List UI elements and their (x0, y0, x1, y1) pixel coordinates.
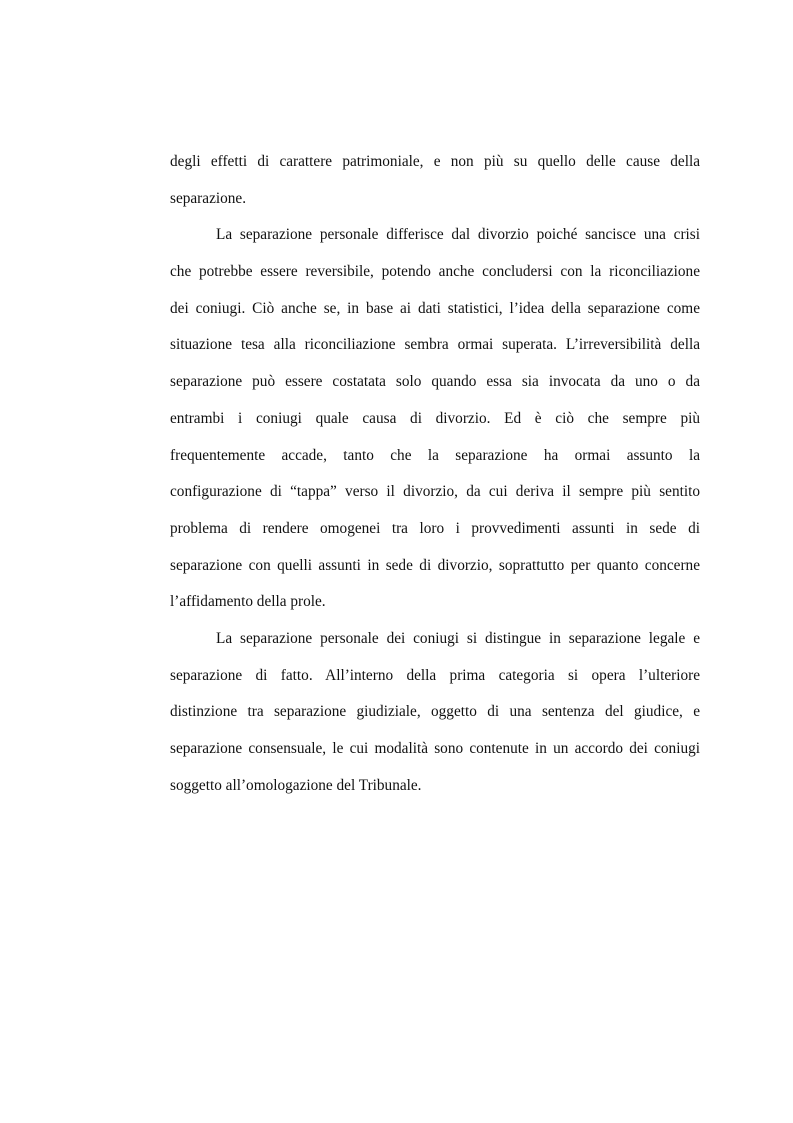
text-line: separazione di fatto. All’interno della prima categoria si opera l’ulteriore (170, 666, 700, 684)
text-line: dei coniugi. Ciò anche se, in base ai dati statistici, l’idea della separazione come (170, 299, 700, 317)
text-line: frequentemente accade, tanto che la separazione ha ormai assunto la (170, 446, 700, 464)
text-line: La separazione personale dei coniugi si distingue in separazione legale e (216, 629, 700, 647)
text-line: distinzione tra separazione giudiziale, oggetto di una sentenza del giudice, e (170, 703, 700, 721)
text-line: situazione tesa alla riconciliazione sembra ormai superata. L’irreversibilità della (170, 336, 700, 354)
text-line: configurazione di “tappa” verso il divorzio, da cui deriva il sempre più sentito (170, 483, 700, 501)
text-line: l’affidamento della prole. (170, 593, 326, 611)
text-line: soggetto all’omologazione del Tribunale. (170, 776, 422, 794)
text-line: problema di rendere omogenei tra loro i provvedimenti assunti in sede di (170, 519, 700, 537)
text-line: separazione può essere costatata solo quando essa sia invocata da uno o da (170, 373, 700, 391)
text-line: separazione consensuale, le cui modalità sono contenute in un accordo dei coniugi (170, 740, 700, 757)
text-line: che potrebbe essere reversibile, potendo anche concludersi con la riconciliazione (170, 263, 700, 281)
text-line: separazione. (170, 189, 247, 207)
text-line: degli effetti di carattere patrimoniale, e non più su quello delle cause della (170, 153, 700, 170)
body-text (170, 144, 700, 804)
paragraph-1 (170, 144, 700, 217)
text-line: separazione con quelli assunti in sede di divorzio, soprattutto per quanto concerne (170, 556, 700, 574)
paragraph-2 (170, 217, 700, 621)
text-line: La separazione personale differisce dal divorzio poiché sancisce una crisi (216, 226, 700, 244)
paragraph-3 (170, 621, 700, 804)
text-line: entrambi i coniugi quale causa di divorzio. Ed è ciò che sempre più (170, 409, 700, 427)
